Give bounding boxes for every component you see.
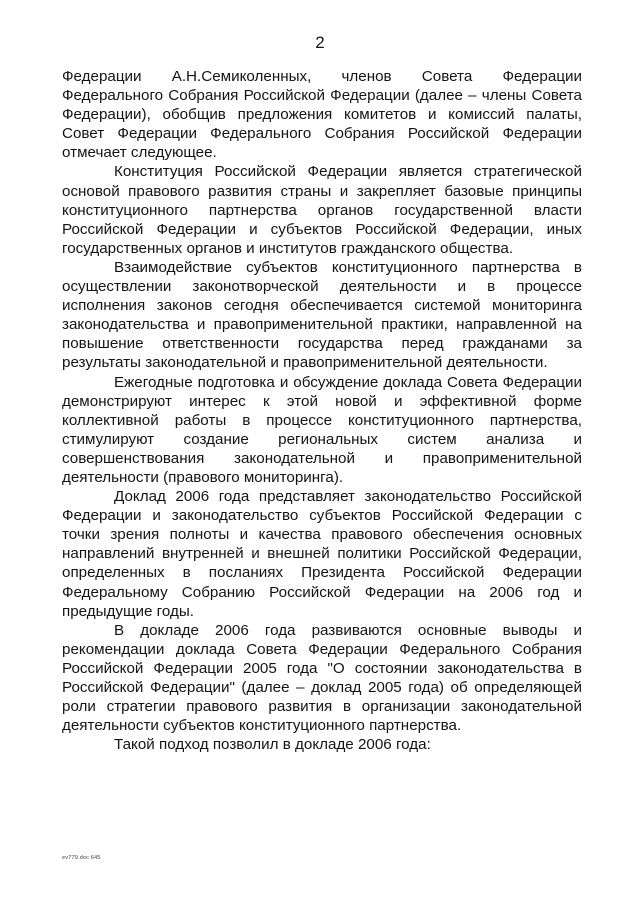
paragraph-3: Взаимодействие субъектов конституционного партнерства в осуществлении законотворческой деятельности и в процессе исполнения законов сегодня обеспечивается системой мониторинга законодательства и правоприменительной практики, направленной на повышение ответственности государства перед гражданами за результаты законодательной и правоприменительной деятельности. (62, 258, 582, 372)
page-number: 2 (315, 33, 325, 52)
paragraph-1: Федерации А.Н.Семиколенных, членов Совета Федерации Федерального Собрания Российской Федерации (далее – члены Совета Федерации), обобщив предложения комитетов и комиссий палаты, Совет Федерации Федерального Собрания Российской Федерации отмечает следующее. (62, 68, 582, 162)
paragraph-7: Такой подход позволил в докладе 2006 года: (114, 736, 431, 754)
paragraph-6: В докладе 2006 года развиваются основные выводы и рекомендации доклада Совета Федерации Федерального Собрания Российской Федерации 2005 года "О состоянии законодательства в Российской Федерации" (далее – доклад 2005 года) об определяющей роли стратегии правового развития в организации законодательной деятельности субъектов конституционного партнерства. (62, 621, 582, 735)
paragraph-5: Доклад 2006 года представляет законодательство Российской Федерации и законодательство субъектов Российской Федерации с точки зрения полноты и качества правового обеспечения основных направлений внутренней и внешней политики Российской Федерации, определенных в посланиях Президента Российской Федерации Федеральному Собранию Российской Федерации на 2006 год и предыдущие годы. (62, 488, 582, 620)
paragraph-2: Конституция Российской Федерации является стратегической основой правового развития страны и закрепляет базовые принципы конституционного партнерства органов государственной власти Российской Федерации и субъектов Российской Федерации, иных государственных органов и институтов гражданского общества. (62, 163, 582, 257)
document-body (62, 67, 582, 754)
footer-document-code: ev779.doc 645 (62, 855, 101, 861)
paragraph-4: Ежегодные подготовка и обсуждение доклада Совета Федерации демонстрируют интерес к этой новой и эффективной форме коллективной работы в процессе конституционного партнерства, стимулируют создание региональных систем анализа и совершенствования законодательной и правоприменительной деятельности (правового мониторинга). (62, 373, 582, 486)
